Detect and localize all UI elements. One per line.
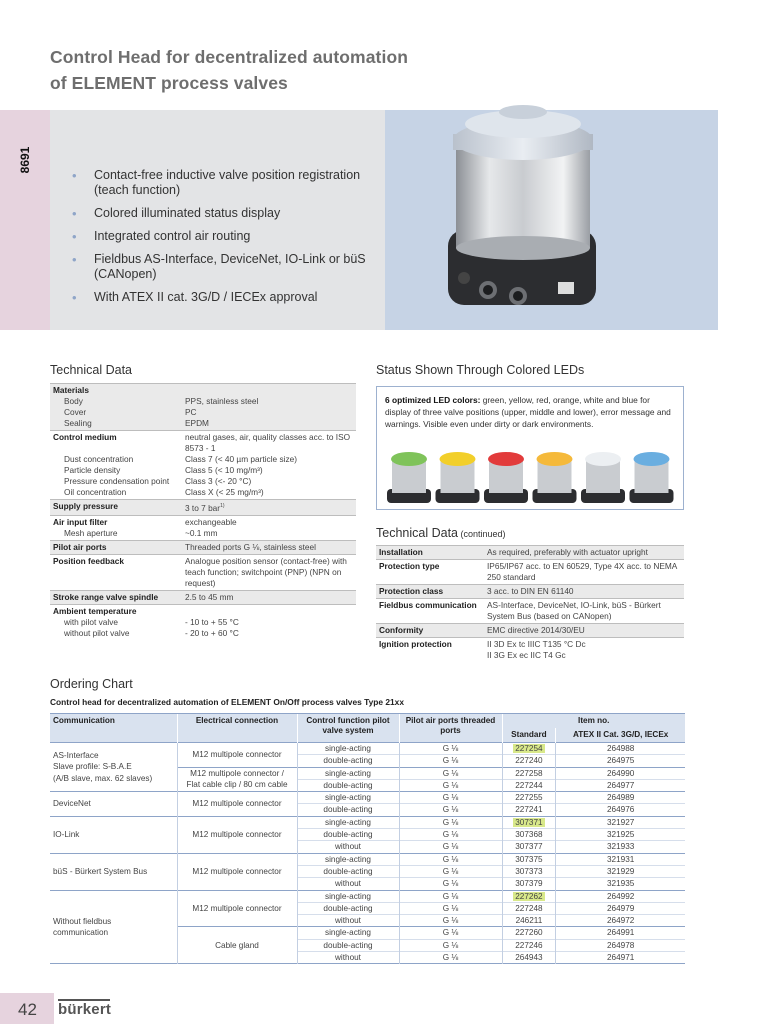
- atex-cell: 264976: [556, 804, 685, 816]
- func-cell: single-acting: [297, 890, 399, 902]
- ordering-chart-subtitle: Control head for decentralized automation of ELEMENT On/Off process valves Type 21xx: [50, 697, 404, 707]
- electrical-cell: M12 multipole connector / Flat cable clip / 80 cm cable: [177, 767, 297, 792]
- tech-key: Fieldbus communication: [376, 599, 484, 624]
- atex-cell: 321929: [556, 865, 685, 877]
- page-number: 42: [18, 1000, 37, 1019]
- electrical-cell: M12 multipole connector: [177, 853, 297, 890]
- atex-cell: 321933: [556, 841, 685, 853]
- tech-row: [376, 624, 684, 638]
- tech-key: Ignition protection: [376, 638, 484, 663]
- std-cell: 227244: [502, 779, 556, 791]
- tech-value: AS-Interface, DeviceNet, IO-Link, büS - Bürkert System Bus (based on CANopen): [484, 599, 684, 624]
- atex-cell: 321935: [556, 878, 685, 890]
- std-cell: 307377: [502, 841, 556, 853]
- tech-row: [376, 638, 684, 663]
- port-cell: G ⅛: [399, 755, 502, 767]
- atex-cell: 321931: [556, 853, 685, 865]
- atex-cell: 264979: [556, 902, 685, 914]
- port-cell: G ⅛: [399, 878, 502, 890]
- func-cell: double-acting: [297, 755, 399, 767]
- led-variant-2: [436, 452, 480, 503]
- feature-item: • Integrated control air routing: [72, 229, 372, 244]
- port-cell: G ⅛: [399, 841, 502, 853]
- col-function: Control function pilot valve system: [297, 714, 399, 743]
- std-cell: 227246: [502, 939, 556, 951]
- atex-cell: 264977: [556, 779, 685, 791]
- col-atex: ATEX II Cat. 3G/D, IECEx: [556, 728, 685, 743]
- electrical-cell: Cable gland: [177, 927, 297, 964]
- led-variant-3: [484, 452, 528, 503]
- feature-item: • Fieldbus AS-Interface, DeviceNet, IO-Link or büS (CANopen): [72, 252, 372, 282]
- std-cell: 227258: [502, 767, 556, 779]
- electrical-cell: M12 multipole connector: [177, 890, 297, 927]
- tech-data-continued-table: [376, 545, 684, 662]
- tech-data-heading: Technical Data: [50, 363, 132, 377]
- ordering-chart-heading: Ordering Chart: [50, 677, 133, 691]
- electrical-cell: M12 multipole connector: [177, 816, 297, 853]
- std-cell: 227254: [502, 743, 556, 755]
- electrical-cell: M12 multipole connector: [177, 743, 297, 768]
- tech-data-continued-heading: Technical Data (continued): [376, 526, 506, 540]
- tech-value: IP65/IP67 acc. to EN 60529, Type 4X acc. to NEMA 250 standard: [484, 560, 684, 585]
- std-cell: 227241: [502, 804, 556, 816]
- side-tab: [0, 110, 50, 330]
- communication-cell: DeviceNet: [50, 792, 177, 817]
- tech-row: [376, 585, 684, 599]
- port-cell: G ⅛: [399, 890, 502, 902]
- table-row: [50, 853, 685, 865]
- atex-cell: 264975: [556, 755, 685, 767]
- atex-cell: 264971: [556, 952, 685, 964]
- port-cell: G ⅛: [399, 816, 502, 828]
- col-standard: Standard: [502, 728, 556, 743]
- communication-cell: AS-Interface Slave profile: S-B.A.E (A/B slave, max. 62 slaves): [50, 743, 177, 792]
- std-cell: 227240: [502, 755, 556, 767]
- ordering-table: [50, 713, 685, 964]
- led-description: 6 optimized LED colors: green, yellow, red, orange, white and blue for display of three valve positions (upper, middle and lower), error message and warnings. Visible even under dirty or dark environments.: [385, 395, 671, 429]
- tech-data-table: Materials Body Cover Sealing PPS, stainless steel PC EPDM Control medium Dust concentration Particle density Pressure condensation point Oil concentration neutral gases, air, quality classes acc. to ISO 8573 - 1 Class 7 (< 40 µm particle size) Class 5 (< 10 mg/m³) Class 3 (<- 20 °C) Class X (< 25 mg/m³) Supply pressure 3 to 7 bar$^{1)}$ Air input filter Mesh aperture exchangeable ~0.1 mm Pilot air ports Threaded ports G ⅛, stainless steel Position feedback Analogue position sensor (contact-free) with teach function; switchpoint (PNP) (NPN on request) Stroke range valve spindle 2.5 to 45 mm Ambient temperature with pilot valve without pilot valve - 10 to + 55 °C - 20 to + 60 °C: [50, 383, 356, 640]
- led-heading: Status Shown Through Colored LEDs: [376, 363, 585, 377]
- port-cell: G ⅛: [399, 853, 502, 865]
- atex-cell: 321927: [556, 816, 685, 828]
- std-cell: 264943: [502, 952, 556, 964]
- feature-item: • With ATEX II cat. 3G/D / IECEx approval: [72, 290, 372, 305]
- feature-list: [72, 168, 372, 313]
- tech-key: Protection type: [376, 560, 484, 585]
- port-cell: G ⅛: [399, 829, 502, 841]
- led-variants-image: [385, 451, 677, 507]
- port-cell: G ⅛: [399, 792, 502, 804]
- tech-key: Conformity: [376, 624, 484, 638]
- func-cell: single-acting: [297, 816, 399, 828]
- port-cell: G ⅛: [399, 804, 502, 816]
- feature-item: • Colored illuminated status display: [72, 206, 372, 221]
- tech-value: II 3D Ex tc IIIC T135 °C Dc II 3G Ex ec IIC T4 Gc: [484, 638, 684, 663]
- func-cell: single-acting: [297, 743, 399, 755]
- port-cell: G ⅛: [399, 865, 502, 877]
- table-row: [50, 816, 685, 828]
- atex-cell: 264988: [556, 743, 685, 755]
- port-cell: G ⅛: [399, 743, 502, 755]
- electrical-cell: M12 multipole connector: [177, 792, 297, 817]
- feature-item: • Contact-free inductive valve position registration (teach function): [72, 168, 372, 198]
- tech-value: 3 acc. to DIN EN 61140: [484, 585, 684, 599]
- type-number: 8691: [18, 146, 32, 174]
- table-row: [50, 890, 685, 902]
- tech-key: Protection class: [376, 585, 484, 599]
- led-info-box: [376, 386, 684, 510]
- port-cell: G ⅛: [399, 927, 502, 939]
- communication-cell: IO-Link: [50, 816, 177, 853]
- atex-cell: 321925: [556, 829, 685, 841]
- table-row: [50, 743, 685, 755]
- port-cell: G ⅛: [399, 767, 502, 779]
- col-ports: Pilot air ports threaded ports: [399, 714, 502, 743]
- func-cell: single-acting: [297, 927, 399, 939]
- tech-row: [376, 599, 684, 624]
- func-cell: without: [297, 878, 399, 890]
- col-electrical: Electrical connection: [177, 714, 297, 743]
- func-cell: double-acting: [297, 865, 399, 877]
- std-cell: 307368: [502, 829, 556, 841]
- func-cell: without: [297, 915, 399, 927]
- port-cell: G ⅛: [399, 939, 502, 951]
- std-cell: 307373: [502, 865, 556, 877]
- led-variant-6: [630, 452, 674, 503]
- std-cell: 227248: [502, 902, 556, 914]
- led-variant-4: [533, 452, 577, 503]
- atex-cell: 264992: [556, 890, 685, 902]
- func-cell: single-acting: [297, 767, 399, 779]
- func-cell: double-acting: [297, 902, 399, 914]
- atex-cell: 264972: [556, 915, 685, 927]
- tech-value: As required, preferably with actuator upright: [484, 546, 684, 560]
- func-cell: without: [297, 841, 399, 853]
- col-communication: Communication: [50, 714, 177, 743]
- tech-row: [376, 560, 684, 585]
- tech-key: Installation: [376, 546, 484, 560]
- port-cell: G ⅛: [399, 902, 502, 914]
- std-cell: 246211: [502, 915, 556, 927]
- tech-value: EMC directive 2014/30/EU: [484, 624, 684, 638]
- std-cell: 307375: [502, 853, 556, 865]
- func-cell: double-acting: [297, 939, 399, 951]
- std-cell: 307379: [502, 878, 556, 890]
- func-cell: double-acting: [297, 779, 399, 791]
- led-variant-1: [387, 452, 431, 503]
- std-cell: 227262: [502, 890, 556, 902]
- func-cell: without: [297, 952, 399, 964]
- communication-cell: büS - Bürkert System Bus: [50, 853, 177, 890]
- func-cell: double-acting: [297, 804, 399, 816]
- port-cell: G ⅛: [399, 952, 502, 964]
- atex-cell: 264978: [556, 939, 685, 951]
- col-item-no: Item no.: [502, 714, 685, 729]
- std-cell: 227260: [502, 927, 556, 939]
- atex-cell: 264991: [556, 927, 685, 939]
- communication-cell: Without fieldbus communication: [50, 890, 177, 964]
- table-row: [50, 792, 685, 804]
- port-cell: G ⅛: [399, 915, 502, 927]
- product-image: [440, 100, 600, 310]
- page-title: Control Head for decentralized automation of ELEMENT process valves: [50, 47, 409, 93]
- brand-logo: bürkert: [58, 1001, 112, 1018]
- std-cell: 307371: [502, 816, 556, 828]
- atex-cell: 264990: [556, 767, 685, 779]
- led-variant-5: [581, 452, 625, 503]
- std-cell: 227255: [502, 792, 556, 804]
- func-cell: single-acting: [297, 853, 399, 865]
- port-cell: G ⅛: [399, 779, 502, 791]
- atex-cell: 264989: [556, 792, 685, 804]
- tech-row: [376, 546, 684, 560]
- func-cell: single-acting: [297, 792, 399, 804]
- func-cell: double-acting: [297, 829, 399, 841]
